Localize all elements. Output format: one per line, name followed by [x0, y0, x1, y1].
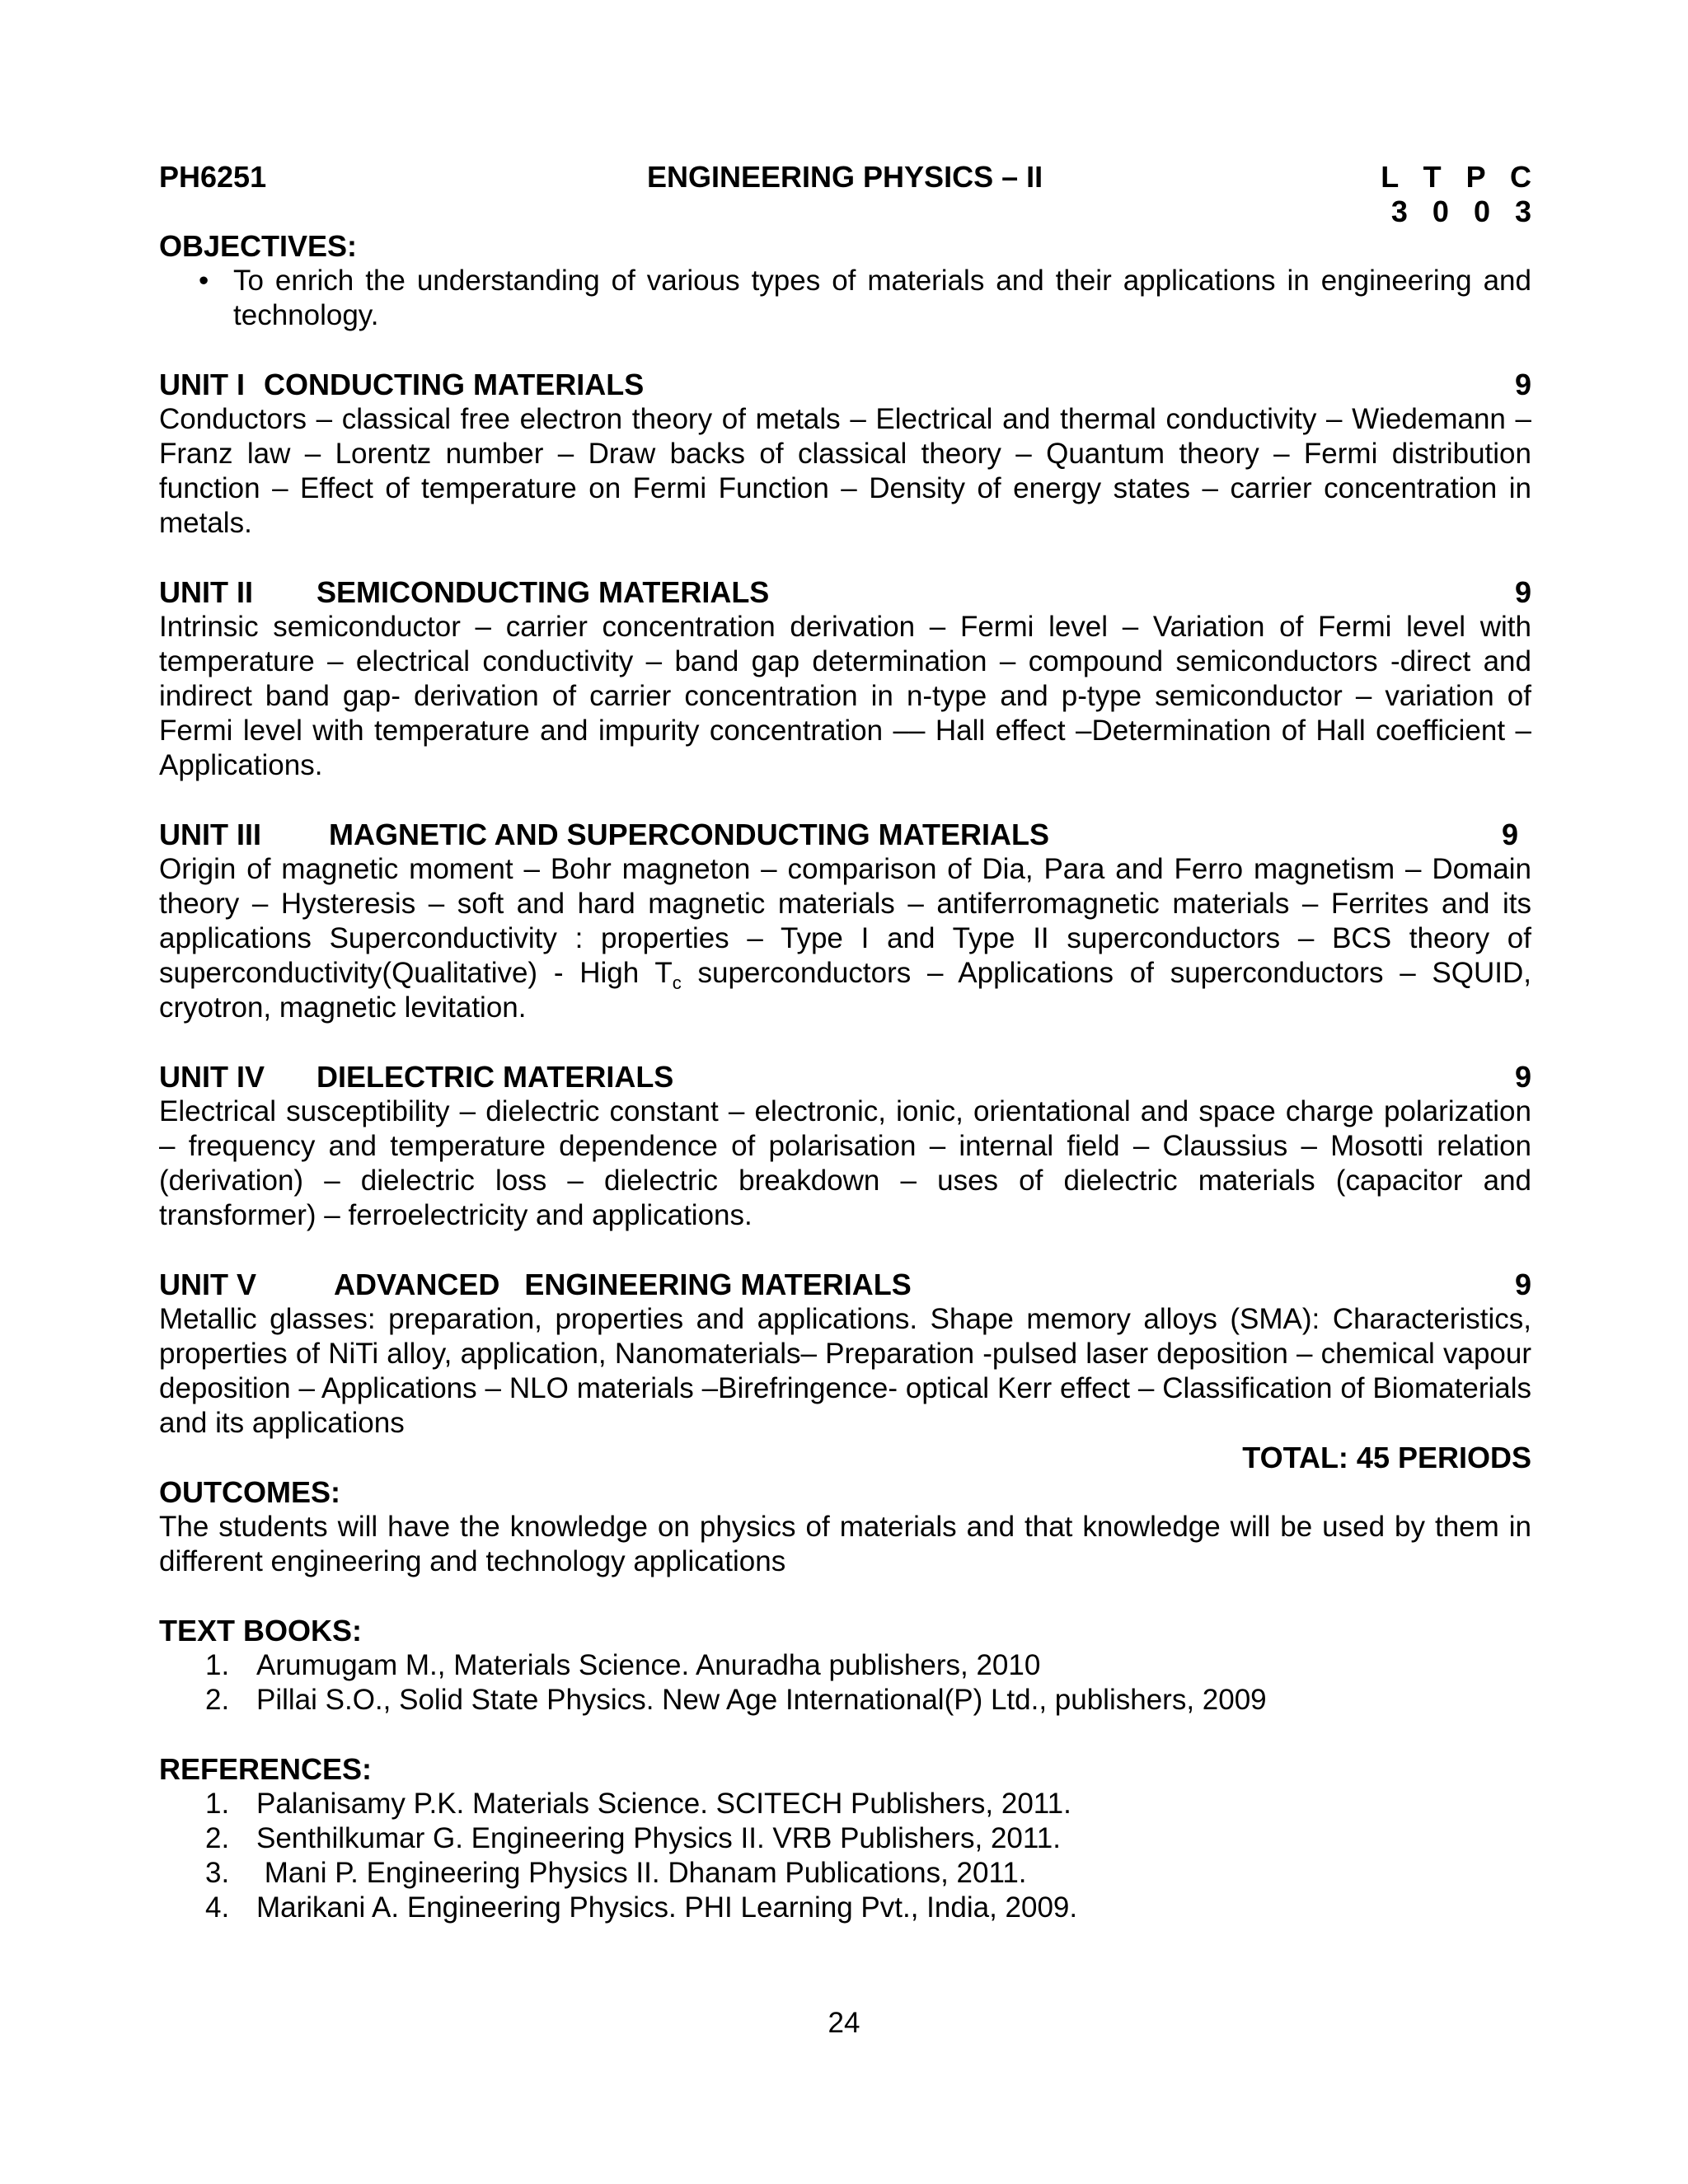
unit-number: UNIT III	[159, 818, 261, 851]
ltpc-values: 3 0 0 3	[1390, 194, 1540, 228]
unit-heading	[159, 1060, 1531, 1094]
unit-number: UNIT V	[159, 1268, 257, 1301]
reference-entry: Marikani A. Engineering Physics. PHI Learning Pvt., India, 2009.	[256, 1891, 1078, 1924]
unit-body	[159, 852, 1531, 1025]
references-list	[159, 1787, 1531, 1925]
text-book-entry: Pillai S.O., Solid State Physics. New Age International(P) Ltd., publishers, 2009	[256, 1684, 1267, 1716]
course-header	[159, 160, 1540, 228]
unit-heading	[159, 1268, 1531, 1302]
outcomes-text: The students will have the knowledge on physics of materials and that knowledge will be used by them in different engineering and technology applications	[159, 1511, 1531, 1577]
objective-item	[159, 264, 1531, 333]
unit-body: Intrinsic semiconductor – carrier concentration derivation – Fermi level – Variation of Fermi level with temperature – electrical conductivity – band gap determination – compound semiconductors -direct and indirect band gap- derivation of carrier concentration in n-type and p-type semiconductor – variation of Fermi level with temperature and impurity concentration –– Hall effect –Determination of Hall coefficient – Applications.	[159, 611, 1531, 781]
list-item: 2. Pillai S.O., Solid State Physics. New Age International(P) Ltd., publishers, 2009	[205, 1684, 1267, 1716]
unit-body-text: Origin of magnetic moment – Bohr magneton – comparison of Dia, Para and Ferro magnetism – Domain theory – Hysteresis – soft and hard magnetic materials – antiferromagnetic materials – Ferrites and its applications Superconductivity : properties – Type I and Type II superconductors – BCS theory of superconductivity(Qualitative) - High T	[159, 853, 1531, 989]
unit-hours: 9	[1514, 1268, 1531, 1301]
objective-text: To enrich the understanding of various types of materials and their applications in engineering and technology.	[233, 265, 1531, 331]
ltpc-label: L T P C	[1381, 160, 1540, 194]
list-item: 4. Marikani A. Engineering Physics. PHI Learning Pvt., India, 2009.	[205, 1891, 1078, 1924]
unit-heading	[159, 818, 1531, 852]
list-item: 3. Mani P. Engineering Physics II. Dhanam Publications, 2011.	[205, 1857, 1027, 1889]
bullet-icon: •	[199, 265, 209, 297]
text-books-heading: TEXT BOOKS:	[159, 1614, 363, 1647]
unit-hours: 9	[1514, 368, 1531, 401]
list-item: 1. Arumugam M., Materials Science. Anuradha publishers, 2010	[205, 1649, 1041, 1681]
unit-heading	[159, 368, 1531, 402]
objectives-heading: OBJECTIVES:	[159, 229, 358, 263]
total-periods: TOTAL: 45 PERIODS	[1242, 1441, 1531, 1474]
unit-title: ADVANCED ENGINEERING MATERIALS	[334, 1268, 912, 1301]
references-heading: REFERENCES:	[159, 1752, 373, 1786]
course-code: PH6251	[159, 160, 267, 194]
objectives-list	[159, 264, 1531, 333]
unit-body: Conductors – classical free electron theory of metals – Electrical and thermal conductivity – Wiedemann – Franz law – Lorentz number – Draw backs of classical theory – Quantum theory – Fermi distribution function – Effect of temperature on Fermi Function – Density of energy states – carrier concentration in metals.	[159, 403, 1531, 539]
text-book-entry: Arumugam M., Materials Science. Anuradha publishers, 2010	[256, 1649, 1041, 1681]
reference-entry: Senthilkumar G. Engineering Physics II. VRB Publishers, 2011.	[256, 1822, 1061, 1854]
page-number: 24	[828, 2007, 860, 2039]
unit-heading	[159, 575, 1531, 610]
unit-title: MAGNETIC AND SUPERCONDUCTING MATERIALS	[329, 818, 1049, 851]
reference-entry: Palanisamy P.K. Materials Science. SCITECH Publishers, 2011.	[256, 1788, 1071, 1820]
unit-hours: 9	[1501, 818, 1518, 851]
unit-title: SEMICONDUCTING MATERIALS	[316, 575, 770, 609]
syllabus-page	[159, 160, 1540, 1925]
ltpc-block	[1381, 160, 1540, 229]
reference-entry: Mani P. Engineering Physics II. Dhanam Publications, 2011.	[256, 1857, 1027, 1889]
list-item: 1. Palanisamy P.K. Materials Science. SCITECH Publishers, 2011.	[205, 1788, 1071, 1820]
unit-title: DIELECTRIC MATERIALS	[316, 1060, 674, 1094]
unit-title: CONDUCTING MATERIALS	[264, 368, 645, 401]
outcomes-heading: OUTCOMES:	[159, 1475, 340, 1509]
unit-number: UNIT I	[159, 368, 245, 401]
list-item: 2. Senthilkumar G. Engineering Physics II. VRB Publishers, 2011.	[205, 1822, 1061, 1854]
unit-number: UNIT IV	[159, 1060, 265, 1094]
unit-hours: 9	[1514, 575, 1531, 609]
unit-body-text: superconductors – Applications of superconductors – SQUID, cryotron, magnetic levitation.	[159, 957, 1531, 1024]
unit-body: Metallic glasses: preparation, properties and applications. Shape memory alloys (SMA): Characteristics, properties of NiTi alloy, application, Nanomaterials– Preparation -pulsed laser deposition – chemical vapour deposition – Applications – NLO materials –Birefringence- optical Kerr effect – Classification of Biomaterials and its applications	[159, 1303, 1531, 1439]
subscript-c: c	[672, 972, 682, 993]
unit-body: Electrical susceptibility – dielectric constant – electronic, ionic, orientational and space charge polarization – frequency and temperature dependence of polarisation – internal field – Claussius – Mosotti relation (derivation) – dielectric loss – dielectric breakdown – uses of dielectric materials (capacitor and transformer) – ferroelectricity and applications.	[159, 1095, 1531, 1231]
text-books-list	[159, 1648, 1531, 1718]
course-title: ENGINEERING PHYSICS – II	[647, 160, 1043, 194]
unit-number: UNIT II	[159, 575, 253, 609]
unit-hours: 9	[1514, 1060, 1531, 1094]
